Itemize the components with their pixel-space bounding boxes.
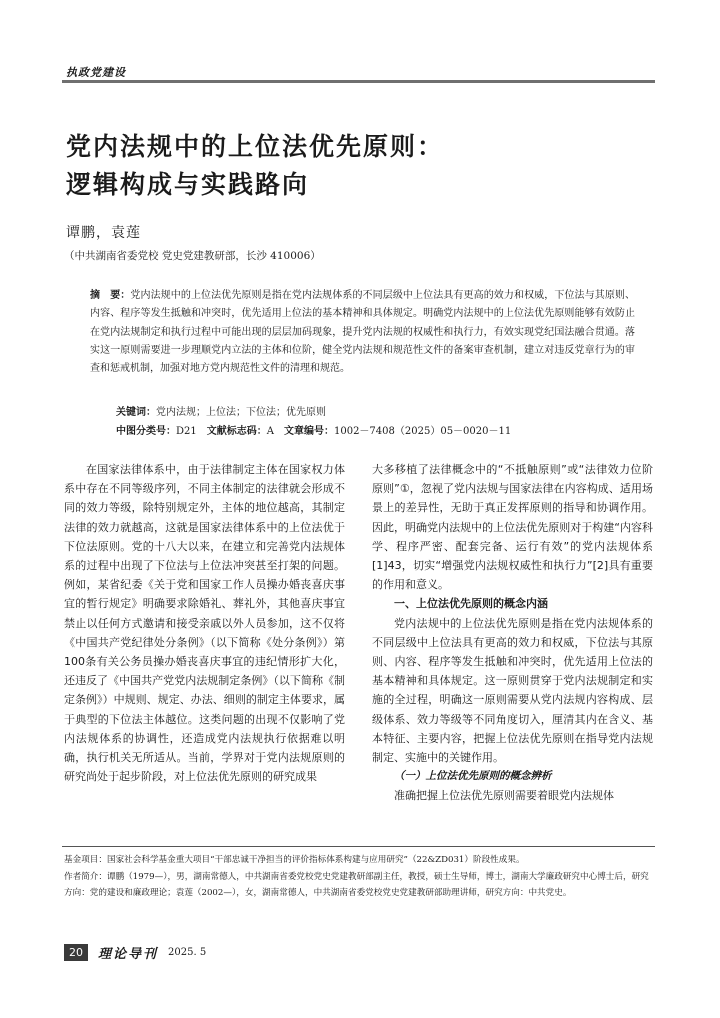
author-affiliation: （中共湖南省委党校 党史党建教研部，长沙 410006） bbox=[64, 250, 321, 262]
body-paragraph: 大多移植了法律概念中的“不抵触原则”或“法律效力位阶原则”①，忽视了党内法规与国家法律在内容构成、适用场景上的差异性，无助于真正发挥原则的指导和协调作用。因此，明确党内法规中的上位法优先原则对于构建“内容科学、程序严密、配套完备、运行有效”的党内法规体系[1]43，切实“增强党内法规权威性和执行力”[2]具有重要的作用和意义。 bbox=[372, 463, 653, 592]
class-label: 中图分类号： bbox=[116, 426, 176, 437]
section-label: 执政党建设 bbox=[66, 66, 126, 79]
header-rule bbox=[62, 80, 655, 83]
fund-note: 基金项目：国家社会科学基金重大项目“干部忠诚干净担当的评价指标体系构建与应用研究”（22&ZD031）阶段性成果。 bbox=[64, 855, 525, 865]
doc-code-value: A bbox=[266, 426, 274, 437]
classification-line bbox=[116, 422, 511, 437]
article-no-label: 文章编号： bbox=[283, 426, 334, 437]
abstract bbox=[90, 287, 635, 378]
abstract-text: 党内法规中的上位法优先原则是指在党内法规体系的不同层级中上位法具有更高的效力和权威，下位法与其原则、内容、程序等发生抵触和冲突时，优先适用上位法的基本精神和具体规定。明确党内法规中的上位法优先原则能够有效防止在党内法规制定和执行过程中可能出现的层层加码现象，提升党内法规的权威性和执行力，有效实现党纪国法融合贯通。落实这一原则需要进一步理顺党内立法的主体和位阶，健全党内法规和规范性文件的备案审查机制，建立对违反党章行为的审查和惩戒机制，加强对地方党内规范性文件的清理和规范。 bbox=[90, 290, 636, 375]
body-paragraph: 准确把握上位法优先原则需要着眼党内法规体 bbox=[394, 789, 614, 803]
article-title bbox=[66, 128, 444, 204]
body-paragraph: 党内法规中的上位法优先原则是指在党内法规体系的不同层级中上位法具有更高的效力和权威，下位法与其原则、内容、程序等发生抵触和冲突时，优先适用上位法的基本精神和具体规定。这一原则贯穿于党内法规制定和实施的全过程，明确这一原则需要从党内法规内容构成、层级体系、效力等级等不同角度切入，厘清其内在含义、基本特征、主要内容，把握上位法优先原则在指导党内法规制定、实施中的关键作用。 bbox=[372, 616, 653, 765]
page-footer bbox=[64, 943, 206, 962]
footnote-rule bbox=[62, 846, 655, 847]
subsection-heading: （一）上位法优先原则的概念辨析 bbox=[394, 770, 552, 783]
body-column-left bbox=[64, 460, 345, 786]
title-line-1: 党内法规中的上位法优先原则： bbox=[66, 132, 445, 161]
title-line-2: 逻辑构成与实践路向 bbox=[66, 170, 310, 199]
section-heading: 一、上位法优先原则的概念内涵 bbox=[394, 597, 548, 611]
author-bio-note: 作者简介：谭鹏（1979—），男，湖南常德人，中共湖南省委党校党史党建教研部副主任，教授，硕士生导师，博士，湖南大学廉政研究中心博士后，研究方向：党的建设和廉政理论；袁莲（2002—），女，湖南常德人，中共湖南省委党校党史党建教研部助理讲师，研究方向：中共党史。 bbox=[64, 871, 649, 898]
article-no-value: 1002－7408（2025）05－0020－11 bbox=[333, 426, 512, 437]
keywords bbox=[116, 403, 326, 418]
issue-number: 2025. 5 bbox=[168, 947, 207, 958]
footnotes bbox=[64, 852, 656, 902]
keywords-text: 党内法规；上位法；下位法；优先原则 bbox=[156, 407, 326, 418]
body-column-right bbox=[372, 460, 653, 806]
journal-name: 理论导刊 bbox=[98, 947, 159, 962]
class-value: D21 bbox=[176, 426, 197, 437]
doc-code-label: 文献标志码： bbox=[206, 426, 267, 437]
abstract-label: 摘 要： bbox=[90, 290, 131, 301]
author-names: 谭鹏，袁莲 bbox=[66, 225, 141, 241]
keywords-label: 关键词： bbox=[116, 407, 156, 418]
body-paragraph: 在国家法律体系中，由于法律制定主体在国家权力体系中存在不同等级序列，不同主体制定的法律就会形成不同的效力等级，除特别规定外，主体的地位越高，其制定法律的效力就越高，这就是国家法律体系中的上位法优于下位法原则。党的十八大以来，在建立和完善党内法规体系的过程中出现了下位法与上位法冲突甚至打架的问题。例如，某省纪委《关于党和国家工作人员操办婚丧喜庆事宜的暂行规定》明确要求除婚礼、葬礼外，其他喜庆事宜禁止以任何方式邀请和接受亲戚以外人员参加，这不仅将《中国共产党纪律处分条例》（以下简称《处分条例》）第100条有关公务员操办婚丧喜庆事宜的违纪情形扩大化，还违反了《中国共产党党内法规制定条例》（以下简称《制定条例》）中规则、规定、办法、细则的制定主体要求，属于典型的下位法主体越位。这类问题的出现不仅影响了党内法规体系的协调性，还造成党内法规执行依据难以明确，执行机关无所适从。当前，学界对于党内法规原则的研究尚处于起步阶段，对上位法优先原则的研究成果 bbox=[64, 463, 345, 784]
page-number: 20 bbox=[64, 944, 88, 961]
